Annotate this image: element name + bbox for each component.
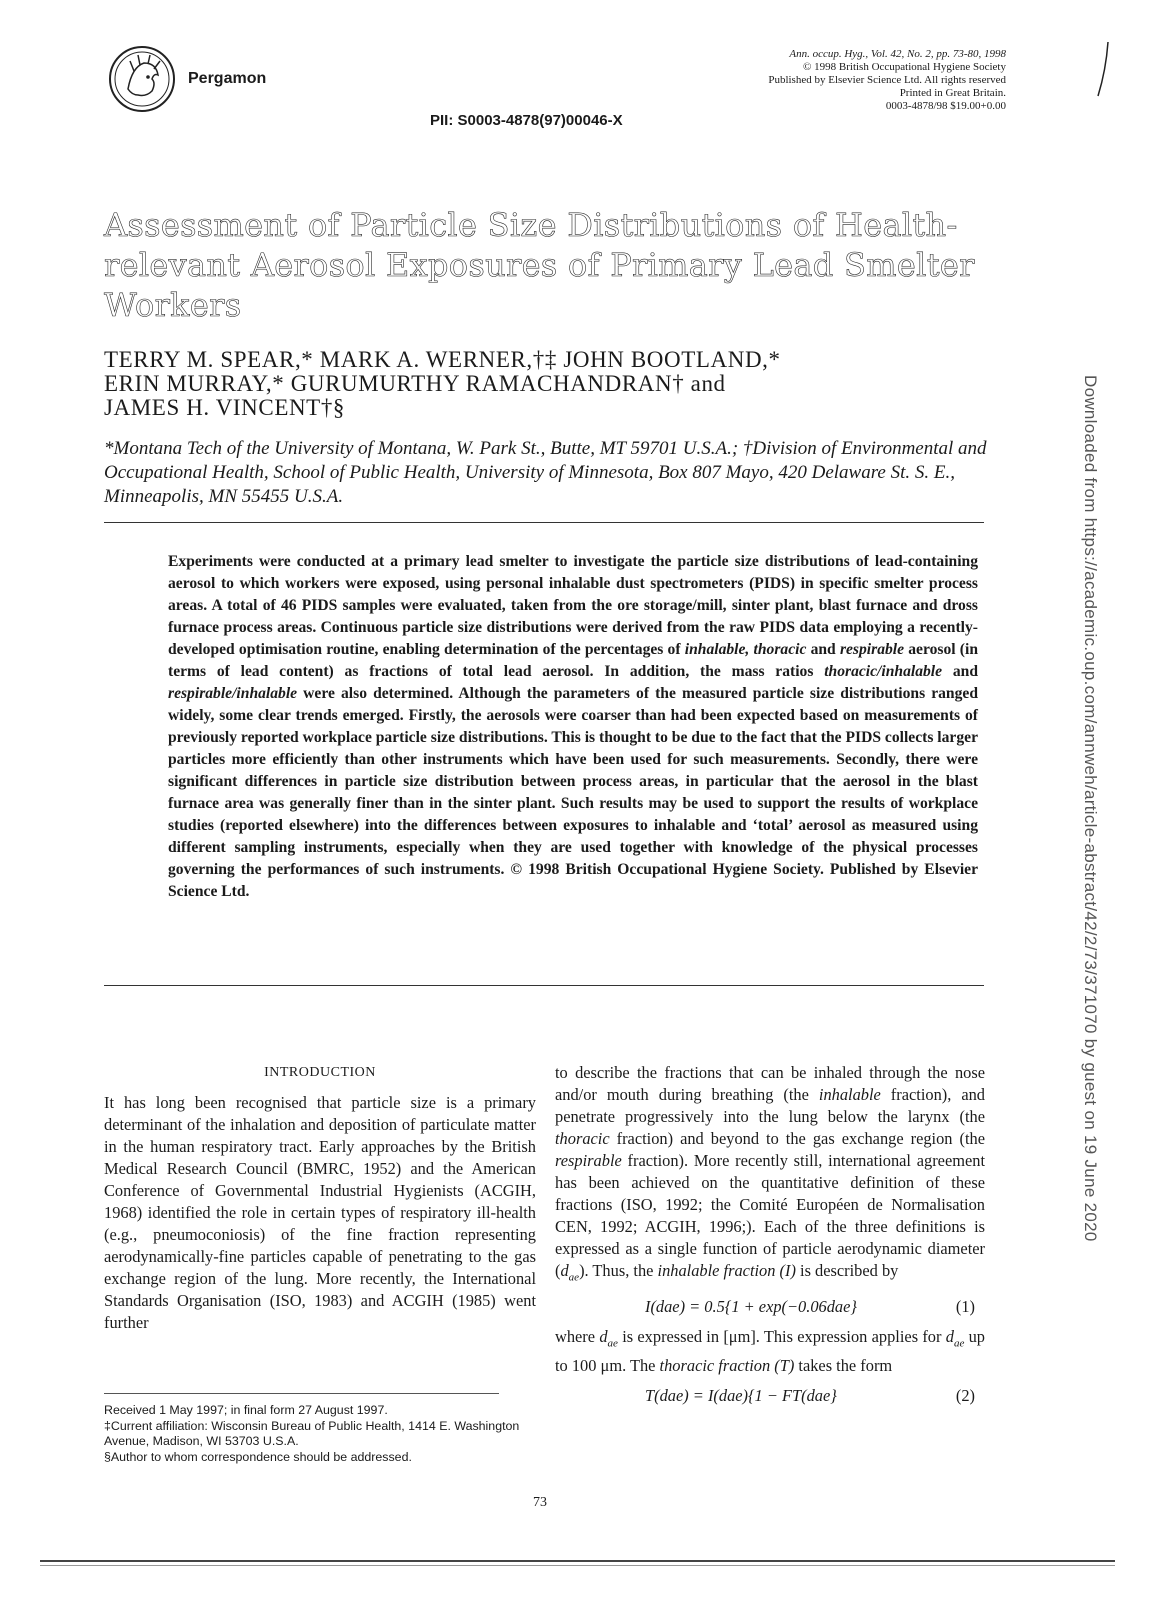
intro-right-column xyxy=(555,1062,985,1415)
body-text: up to 100 μm. The xyxy=(555,1327,985,1375)
abstract-text: and xyxy=(942,663,978,680)
page-number: 73 xyxy=(533,1495,547,1510)
body-text: fraction), and penetrate progressively into the lung below the larynx (the xyxy=(555,1085,985,1126)
intro-paragraph xyxy=(555,1326,985,1376)
footnotes xyxy=(104,1403,544,1465)
journal-line: © 1998 British Occupational Hygiene Society xyxy=(803,61,1006,73)
footnote: ‡Current affiliation: Wisconsin Bureau of Public Health, 1414 E. Washington Avenue, Madison, WI 53703 U.S.A. xyxy=(104,1418,520,1448)
abstract-term: respirable/inhalable xyxy=(168,685,298,702)
body-term: inhalable xyxy=(818,1085,881,1104)
abstract-text: were also determined. Although the parameters of the measured particle size distributions ranged widely, some clear trends emerged. Firstly, the aerosols were coarser than had been expected based on measurements of previously reported workplace particle size distributions. This is thought to be due to the fact that the PIDS collects larger particles more efficiently than other instruments which have been used for such measurements. Secondly, there were significant differences in particle size distribution between process areas, in particular that the aerosol in the blast furnace area was generally finer than in the sinter plant. Such results may be used to support the results of workplace studies (reported elsewhere) into the differences between exposures to inhalable and ‘total’ aerosol as measured using different sampling instruments, especially when they are used together with knowledge of the physical processes governing the performances of such instruments. © 1998 British Occupational Hygiene Society. Published by Elsevier Science Ltd. xyxy=(168,685,978,900)
footnote-rule xyxy=(104,1393,499,1394)
abstract-text: and xyxy=(806,641,840,658)
abstract xyxy=(168,551,978,903)
body-text: where xyxy=(555,1327,600,1347)
body-term: thoracic xyxy=(555,1129,610,1148)
body-text: ). Thus, the xyxy=(579,1261,658,1280)
author-line: ERIN MURRAY,* GURUMURTHY RAMACHANDRAN† and xyxy=(104,371,726,396)
journal-line: Ann. occup. Hyg., Vol. 42, No. 2, pp. 73-80, 1998 xyxy=(789,48,1006,60)
bottom-rule xyxy=(40,1565,1115,1566)
body-term: inhalable fraction (I) xyxy=(657,1261,796,1280)
body-term: d xyxy=(560,1261,569,1280)
divider xyxy=(104,522,984,523)
abstract-term: inhalable, thoracic xyxy=(684,641,807,658)
body-text: to describe the fractions that can be inhaled through the nose and/or mouth during breathing (the xyxy=(555,1063,985,1104)
affiliations: *Montana Tech of the University of Montana, W. Park St., Butte, MT 59701 U.S.A.; †Division of Environmental and Occupational Health, School of Public Health, University of Minnesota, Box 807 Mayo, 420 Delaware St. S. E., Minneapolis, MN 55455 U.S.A. xyxy=(104,438,987,507)
pen-mark xyxy=(1094,40,1112,100)
abstract-term: thoracic/inhalable xyxy=(824,663,943,680)
journal-line: Published by Elsevier Science Ltd. All rights reserved xyxy=(768,74,1006,86)
bottom-rule xyxy=(40,1560,1115,1562)
article-title: Assessment of Particle Size Distributions of Health-relevant Aerosol Exposures of Primary Lead Smelter Workers xyxy=(104,206,975,324)
equation-2 xyxy=(555,1377,985,1415)
body-subscript: ae xyxy=(568,1271,580,1284)
body-text: takes the form xyxy=(794,1355,893,1375)
intro-paragraph xyxy=(555,1062,985,1288)
body-text: fraction). More recently still, international agreement has been achieved on the quantitative definition of these fractions (ISO, 1992; the Comité Européen de Normalisation CEN, 1992; ACGIH, 1996;). Each of the three definitions is expressed as a single function of particle aerodynamic diameter ( xyxy=(555,1151,985,1280)
download-watermark: Downloaded from https://academic.oup.com/annweh/article-abstract/42/2/73/371070 by guest on 19 June 2020 xyxy=(1081,375,1100,1242)
equation-body: T(dae) = I(dae){1 − FT(dae} xyxy=(645,1385,837,1405)
author-line: TERRY M. SPEAR,* MARK A. WERNER,†‡ JOHN BOOTLAND,* xyxy=(104,347,781,372)
body-term: $d_{ae}$ xyxy=(599,1327,618,1350)
intro-paragraph: It has long been recognised that particle size is a primary determinant of the inhalation and deposition of particulate matter in the human respiratory tract. Early approaches by the British Medical Research Council (BMRC, 1952) and the American Conference of Governmental Industrial Hygienists (ACGIH, 1968) identified the role in certain types of respiratory ill-health (e.g., pneumoconiosis) of the fine fraction representing aerodynamically-fine particles capable of penetrating to the gas exchange region of the lung. More recently, the International Standards Organisation (ISO, 1983) and ACGIH (1985) went further xyxy=(104,1093,536,1332)
pii-identifier: PII: S0003-4878(97)00046-X xyxy=(430,112,623,129)
publisher-name: Pergamon xyxy=(188,70,267,87)
body-text: is described by xyxy=(795,1261,899,1280)
footnote: §Author to whom correspondence should be addressed. xyxy=(104,1449,412,1464)
equation-1 xyxy=(555,1288,985,1326)
abstract-text: Experiments were conducted at a primary lead smelter to investigate the particle size distributions of lead-containing aerosol to which workers were exposed, using personal inhalable dust spectrometers (PIDS) in specific smelter process areas. A total of 46 PIDS samples were evaluated, taken from the ore storage/mill, sinter plant, blast furnace and dross furnace process areas. Continuous particle size distributions were derived from the raw PIDS data employing a recently-developed optimisation routine, enabling determination of the percentages of xyxy=(168,553,978,658)
intro-left-column xyxy=(104,1062,536,1334)
body-text: fraction) and beyond to the gas exchange region (the xyxy=(609,1129,985,1148)
section-heading: INTRODUCTION xyxy=(264,1065,376,1080)
equation-number: (1) xyxy=(955,1297,975,1317)
author-line: JAMES H. VINCENT†§ xyxy=(104,395,346,420)
body-term: respirable xyxy=(555,1151,622,1170)
abstract-text: aerosol (in terms of lead content) as fractions of total lead aerosol. In addition, the mass ratios xyxy=(168,641,979,680)
journal-line: 0003-4878/98 $19.00+0.00 xyxy=(885,100,1006,112)
journal-line: Printed in Great Britain. xyxy=(899,87,1006,99)
author-list xyxy=(104,348,1004,420)
body-text: is expressed in [μm]. This expression applies for xyxy=(617,1327,946,1347)
equation-body: I(dae) = 0.5{1 + exp(−0.06dae} xyxy=(645,1297,857,1317)
journal-info xyxy=(676,48,1006,113)
divider xyxy=(104,985,984,986)
equation-number: (2) xyxy=(955,1385,975,1405)
abstract-term: respirable xyxy=(839,641,905,658)
footnote: Received 1 May 1997; in final form 27 August 1997. xyxy=(104,1403,388,1417)
body-term: thoracic fraction (T) xyxy=(659,1355,795,1375)
publisher-logo xyxy=(108,45,176,113)
body-term: $d_{ae}$ xyxy=(945,1327,965,1350)
